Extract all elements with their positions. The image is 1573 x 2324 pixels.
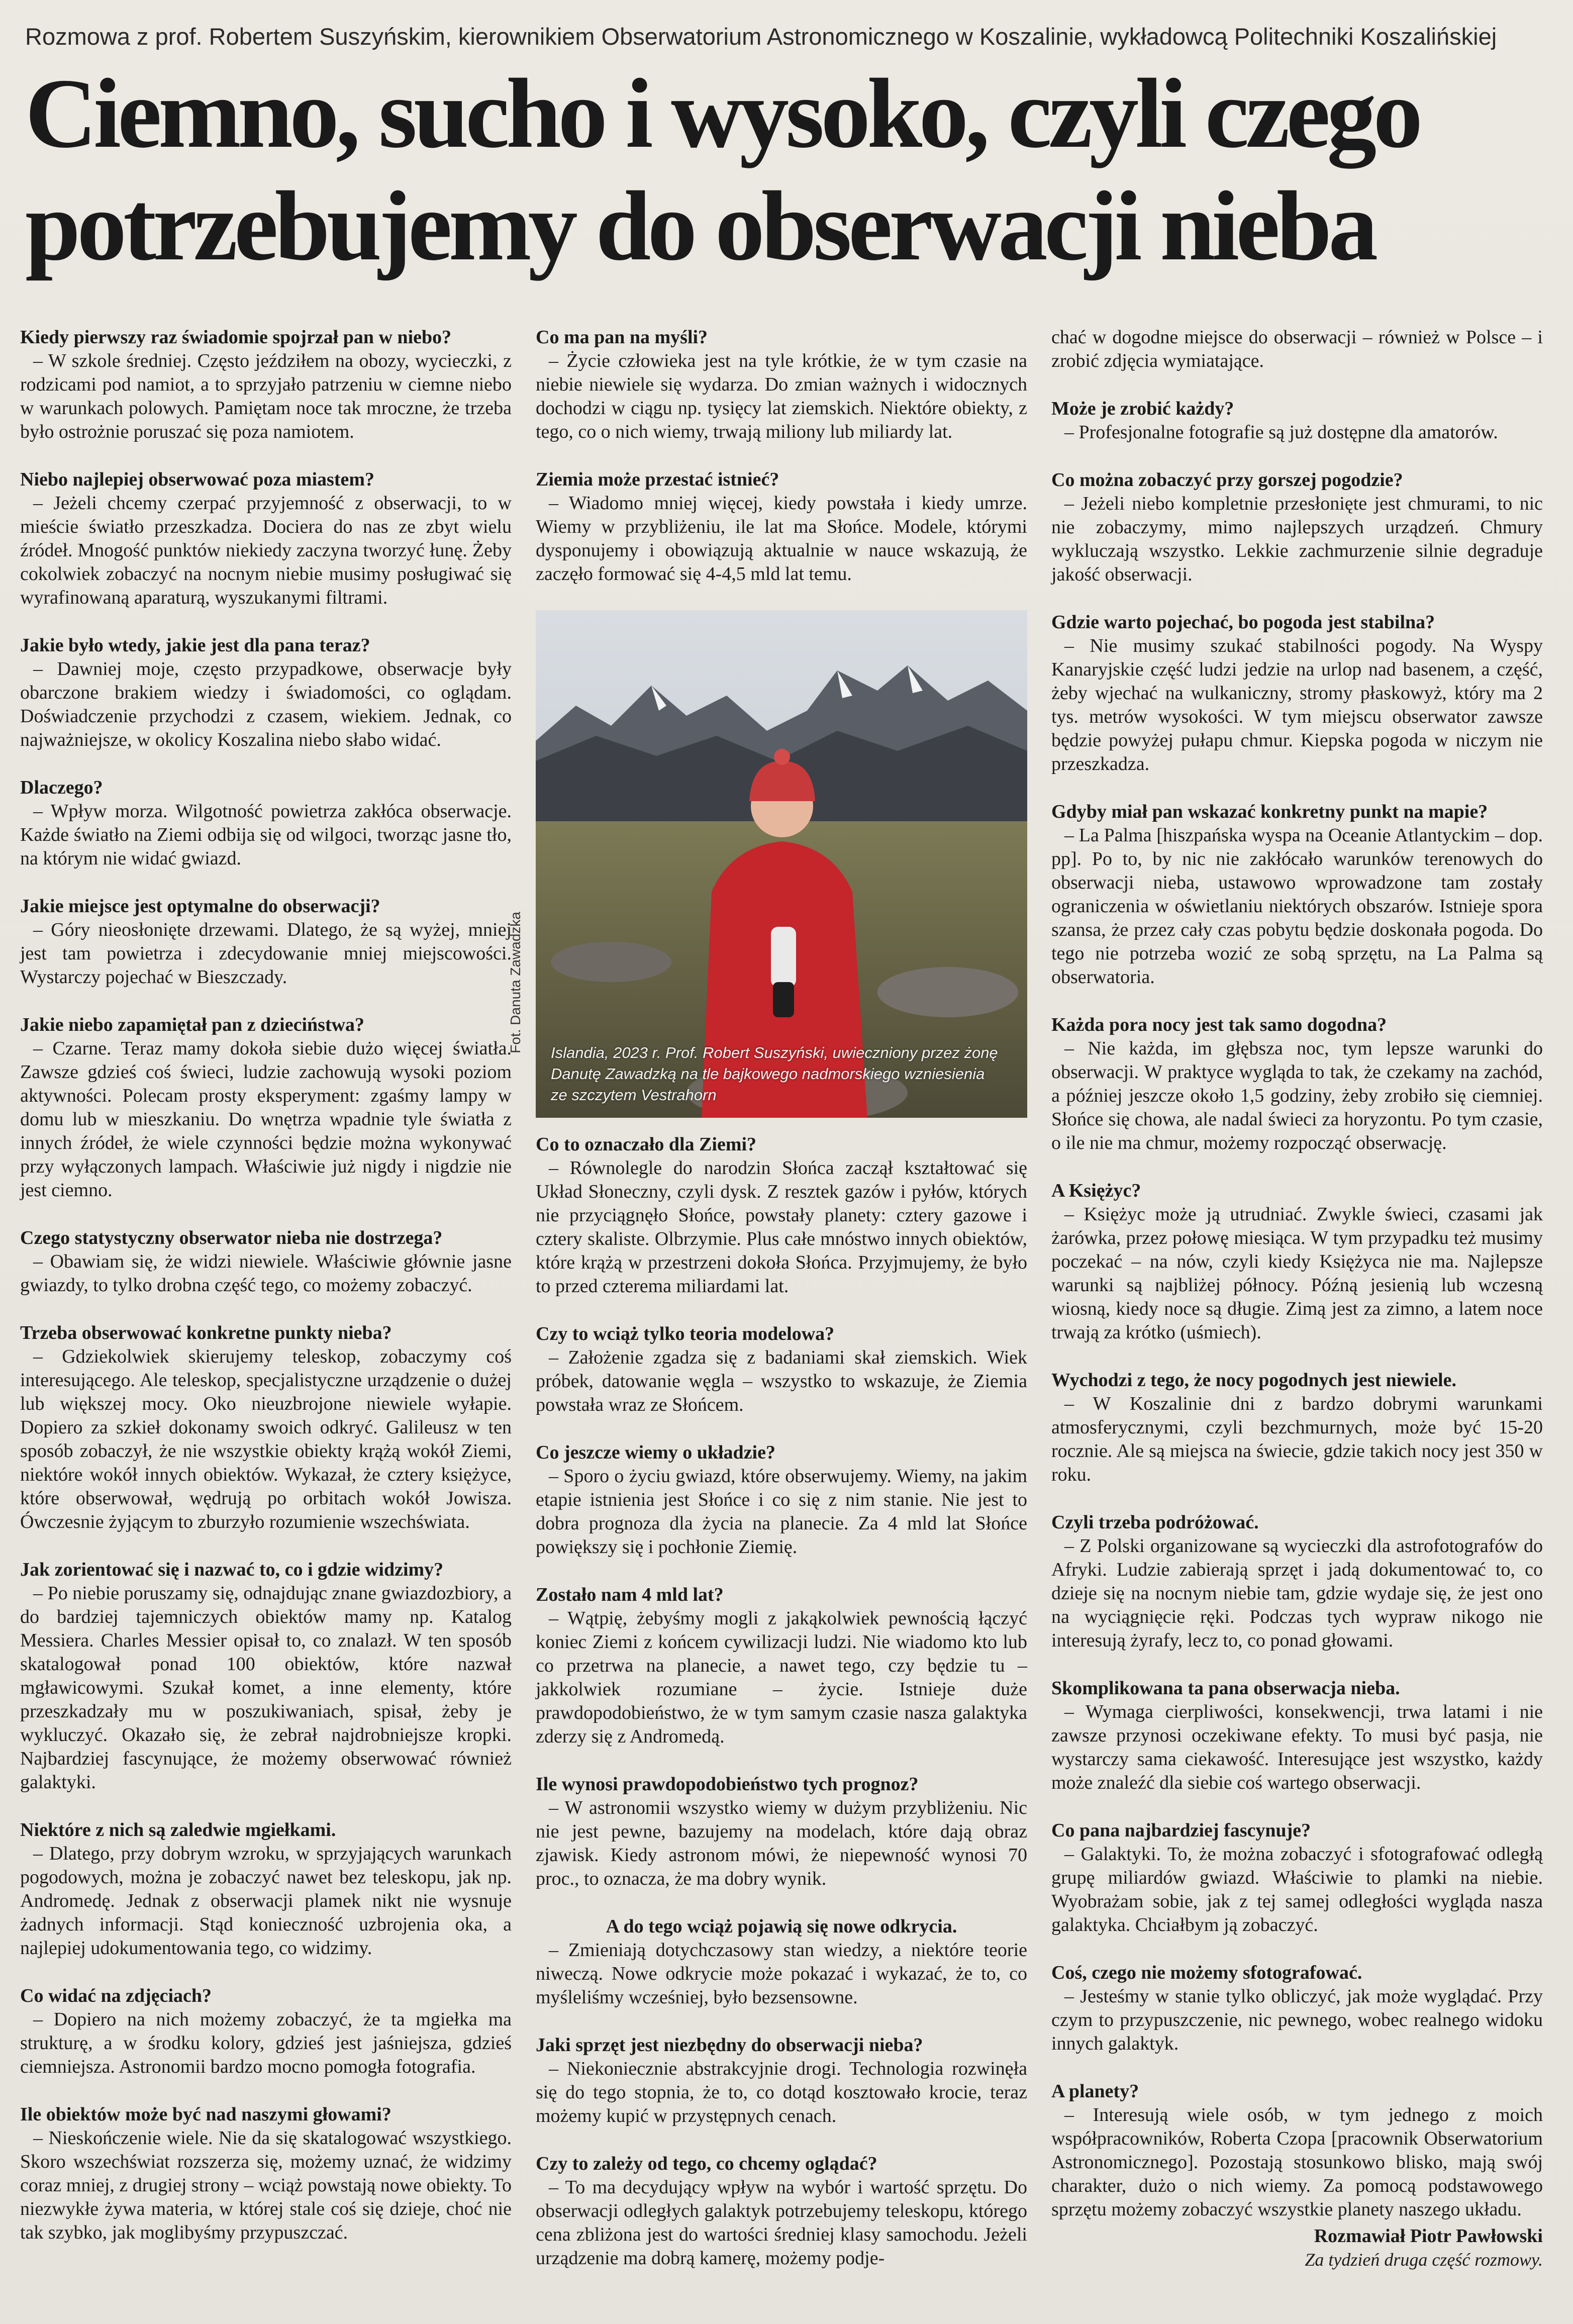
interview-answer: – La Palma [hiszpańska wyspa na Oceanie Atlantyckim – dop. pp]. Po to, by nic nie zakłócało warunków terenowych do obserwacji nieba, ustawowo wprowadzone tam zostały ograniczenia w oświetlaniu niektórych obszarów. Istnieje spora szansa, że przez cały czas pobytu będzie doskonała pogoda. Do tego nie potrzeba wozić ze sobą sprzętu, na La Palma są obserwatoria. — [1051, 825, 1543, 988]
interview-question: Jakie niebo zapamiętał pan z dzieciństwa? — [20, 1014, 365, 1035]
interview-question: Zostało nam 4 mld lat? — [536, 1584, 724, 1605]
interview-answer: – Jeżeli chcemy czerpać przyjemność z obserwacji, to w mieście światło przeszkadza. Dociera do nas ze zbyt wielu źródeł. Mnogość punktów niekiedy zaczyna tworzyć łunę. Żeby cokolwiek zobaczyć na nocnym niebie musimy posługiwać się wyrafinowaną aparaturą, wyszukanymi filtrami. — [20, 493, 512, 608]
interview-question: Ile obiektów może być nad naszymi głowami? — [20, 2104, 391, 2125]
interview-question: Co to oznaczało dla Ziemi? — [536, 1134, 757, 1155]
column-1 — [20, 326, 512, 2294]
interview-question: Trzeba obserwować konkretne punkty nieba? — [20, 1322, 392, 1343]
interview-question: A Księżyc? — [1051, 1180, 1141, 1201]
article-photo — [508, 610, 1027, 1118]
interview-question: Jakie miejsce jest optymalne do obserwacji? — [20, 896, 380, 917]
interview-question: Co ma pan na myśli? — [536, 327, 708, 348]
interview-question: Co pana najbardziej fascynuje? — [1051, 1820, 1311, 1841]
interview-question: Co jeszcze wiemy o układzie? — [536, 1442, 775, 1463]
interview-question: Niektóre z nich są zaledwie mgiełkami. — [20, 1819, 336, 1841]
interview-question: Wychodzi z tego, że nocy pogodnych jest niewiele. — [1051, 1370, 1456, 1391]
interview-question: Jak zorientować się i nazwać to, co i gdzie widzimy? — [20, 1559, 444, 1580]
interview-answer: – Życie człowieka jest na tyle krótkie, że w tym czasie na niebie niewiele się wydarza. Do zmian ważnych i widocznych dochodzi w ciągu np. tysięcy lat ziemskich. Niektóre obiekty, z tego, co o nich wiemy, trwają miliony lub miliardy lat. — [536, 350, 1027, 442]
interview-answer: – Dawniej moje, często przypadkowe, obserwacje były obarczone brakiem wiedzy i świadomości, co oglądam. Doświadczenie przychodzi z czasem, wiekiem. Jednak, co najważniejsze, w okolicy Koszalina niebo słabo widać. — [20, 658, 512, 750]
interview-answer: – Nie musimy szukać stabilności pogody. Na Wyspy Kanaryjskie część ludzi jedzie na urlop nad basenem, a część, żeby wjechać na wulkaniczny, stromy płaskowyż, który ma 2 tys. metrów wysokości. W tym miejscu obserwator zawsze będzie powyżej pułapu chmur. Kiepska pogoda w niczym nie przeszkadza. — [1051, 635, 1543, 774]
interview-answer: – Obawiam się, że widzi niewiele. Właściwie głównie jasne gwiazdy, to tylko drobna część tego, co możemy zobaczyć. — [20, 1251, 512, 1296]
interview-answer: – Dopiero na nich możemy zobaczyć, że ta mgiełka ma strukturę, a w środku kolory, gdzieś jest jaśniejsza, gdzieś ciemniejsza. Astronomii bardzo mocno pomogła fotografia. — [20, 2009, 512, 2077]
interview-question: Czy to zależy od tego, co chcemy oglądać? — [536, 2153, 877, 2174]
interview-answer: – Nieskończenie wiele. Nie da się skatalogować wszystkiego. Skoro wszechświat rozszerza się, możemy uznać, że widzimy coraz mniej, z drugiej strony – wciąż powstają nowe obiekty. To niezwykłe żywa materia, w której stale coś się dzieje, choć nie tak szybko, jak moglibyśmy przypuszczać. — [20, 2127, 512, 2243]
interview-question: Co widać na zdjęciach? — [20, 1985, 212, 2006]
interview-answer: – Wątpię, żebyśmy mogli z jakąkolwiek pewnością łączyć koniec Ziemi z końcem cywilizacji ludzi. Nie wiadomo kto lub co przetrwa na planecie, a nawet tego, czy będzie tu – jakkolwiek rozumiane – życie. Istnieje duże prawdopodobieństwo, że w tym samym czasie nasza galaktyka zderzy się z Andromedą. — [536, 1608, 1027, 1747]
author-signature: Rozmawiał Piotr Pawłowski — [1314, 2225, 1543, 2247]
interview-answer: – Wymaga cierpliwości, konsekwencji, trwa latami i nie zawsze przynosi oczekiwane efekty. To musi być pasja, nie wystarczy sama ciekawość. Interesujące jest wszystko, każdy może znaleźć dla siebie coś wartego obserwacji. — [1051, 1701, 1543, 1793]
interview-question: Jakie było wtedy, jakie jest dla pana teraz? — [20, 635, 370, 656]
interview-answer: – Wpływ morza. Wilgotność powietrza zakłóca obserwacje. Każde światło na Ziemi odbija się od wilgoci, tworząc jasne tło, na którym nie widać gwiazd. — [20, 801, 512, 869]
interview-answer: – Czarne. Teraz mamy dokoła siebie dużo więcej światła. Zawsze gdzieś coś świeci, ludzie zachowują wysoki poziom aktywności. Polecam prosty eksperyment: zgaśmy lampy w domu lub w mieszkaniu. Do wnętrza wpadnie tyle światła z innych źródeł, że wiele czynności będzie można wykonywać przy wyłączonych lampach. Właściwie już nigdy i nigdzie nie jest ciemno. — [20, 1038, 512, 1201]
interview-answer: – Po niebie poruszamy się, odnajdując znane gwiazdozbiory, a do bardziej tajemniczych obiektów mamy np. Katalog Messiera. Charles Messier opisał to, co znalazł. W ten sposób skatalogował ponad 100 obiektów, które nazwał mgławicowymi. Szukał komet, a inne elementy, które przeszkadzały mu w poszukiwaniach, spisał, żeby je wykluczyć. Okazało się, że zebrał najdrobniejsze kropki. Najbardziej fascynujące, że możemy obserwować również galaktyki. — [20, 1583, 512, 1793]
interview-answer: – Równolegle do narodzin Słońca zaczął kształtować się Układ Słoneczny, czyli dysk. Z resztek gazów i pyłów, których nie przyciągnęło Słońce, powstały planety: cztery gazowe i cztery skaliste. Olbrzymie. Plus całe mnóstwo innych obiektów, które krążą w przestrzeni dokoła Słońca. Przyjmujemy, że było to przed czterema miliardami lat. — [536, 1157, 1027, 1297]
interview-question: Jaki sprzęt jest niezbędny do obserwacji nieba? — [536, 2035, 923, 2056]
column-3 — [1051, 326, 1543, 2294]
headline-line-1: Ciemno, sucho i wysoko, czyli czego — [25, 58, 1420, 168]
interview-answer: – W Koszalinie dni z bardzo dobrymi warunkami atmosferycznymi, czyli bezchmurnych, może być 15-20 rocznie. Ale są miejsca na świecie, gdzie takich nocy jest 350 w roku. — [1051, 1393, 1543, 1485]
interview-question: Gdzie warto pojechać, bo pogoda jest stabilna? — [1051, 612, 1435, 633]
interview-answer: – Wiadomo mniej więcej, kiedy powstała i kiedy umrze. Wiemy w przybliżeniu, ile lat ma Słońce. Modele, którymi dysponujemy i obowiązują aktualnie w nauce wskazują, że zaczęło formować się 4-4,5 mld lat temu. — [536, 493, 1027, 585]
interview-answer: – Z Polski organizowane są wycieczki dla astrofotografów do Afryki. Ludzie zabierają sprzęt i jadą dokumentować to, co dzieje się na nocnym niebie tam, gdzie wydaje się, że jest ono na wyciągnięcie ręki. Podczas tych wypraw nikogo nie interesują żyrafy, lecz to, co ponad głowami. — [1051, 1535, 1543, 1651]
photo-illustration — [536, 610, 1027, 1118]
interview-question: Skomplikowana ta pana obserwacja nieba. — [1051, 1678, 1400, 1699]
interview-answer: – Niekoniecznie abstrakcyjnie drogi. Technologia rozwinęła się do tego stopnia, że to, co dotąd kosztowało krocie, teraz możemy kupić w przystępnych cenach. — [536, 2058, 1027, 2126]
interview-answer: – Jesteśmy w stanie tylko obliczyć, jak może wyglądać. Przy czym to przypuszczenie, nic pewnego, wobec realnego widoku innych galaktyk. — [1051, 1986, 1543, 2054]
interview-answer: – Zmieniają dotychczasowy stan wiedzy, a niektóre teorie niweczą. Nowe odkrycie może pokazać i wykazać, że to, co myśleliśmy wcześniej, było bezsensowne. — [536, 1940, 1027, 2008]
interview-answer: – To ma decydujący wpływ na wybór i wartość sprzętu. Do obserwacji odległych galaktyk potrzebujemy teleskopu, którego cena zbliżona jest do wartości średniej klasy samochodu. Jeżeli urządzenie ma dobrą kamerę, możemy podje- — [536, 2177, 1027, 2269]
interview-answer: – Dlatego, przy dobrym wzroku, w sprzyjających warunkach pogodowych, można je zobaczyć nawet bez teleskopu, jak np. Andromedę. Jednak z obserwacji plamek nikt nie wysnuje żadnych informacji. Stąd konieczność uzbrojenia oka, a najlepiej udokumentowania tego, co widzimy. — [20, 1843, 512, 1959]
interview-question: Kiedy pierwszy raz świadomie spojrzał pan w niebo? — [20, 327, 452, 348]
interview-question: Czyli trzeba podróżować. — [1051, 1512, 1259, 1533]
interview-question: Czego statystyczny obserwator nieba nie dostrzega? — [20, 1227, 443, 1248]
photo-credit: Fot. Danuta Zawadzka — [508, 912, 523, 1053]
interview-answer: – Interesują wiele osób, w tym jednego z moich współpracowników, Roberta Czopa [pracownik Obserwatorium Astronomicznego]. Pozostają stosunkowo blisko, mają swój charakter, dużo o nich wiemy. Za pomocą podstawowego sprzętu możemy zobaczyć wszystkie planety naszego układu. — [1051, 2104, 1543, 2220]
interview-answer: – Założenie zgadza się z badaniami skał ziemskich. Wiek próbek, datowanie węgla – wszystko to wskazuje, że Ziemia powstała wraz ze Słońcem. — [536, 1347, 1027, 1415]
interview-question: Ile wynosi prawdopodobieństwo tych prognoz? — [536, 1774, 919, 1795]
interview-answer: – Księżyc może ją utrudniać. Zwykle świeci, czasami jak żarówka, przez połowę miesiąca. W tym przypadku też musimy poczekać – na nów, czyli kiedy Księżyca nie ma. Najlepsze warunki są najbliżej północy. Późną jesienią lub wczesną wiosną, kiedy noce są długie. Zimą jest za zimno, a latem noce trwają za krótko (uśmiech). — [1051, 1204, 1543, 1343]
interview-answer: – Gdziekolwiek skierujemy teleskop, zobaczymy coś interesującego. Ale teleskop, specjalistyczne urządzenie o dużej lub większej mocy. Oko nieuzbrojone niewiele wyłapie. Dopiero za szkieł dokonamy swoich odkryć. Galileusz w ten sposób zobaczył, że nie wszystkie obiekty krążą wokół Ziemi, niektóre wokół innych obiektów. Wykazał, że cztery księżyce, które obserwował, wędrują po orbitach wokół Jowisza. Ówczesnie żyjącym to zburzyło rozumienie wszechświata. — [20, 1346, 512, 1532]
interview-question: A planety? — [1051, 2081, 1139, 2102]
interview-answer: – Nie każda, im głębsza noc, tym lepsze warunki do obserwacji. W praktyce wygląda to tak, że czekamy na zachód, a później jeszcze około 1,5 godziny, żeby zrobiło się ciemniej. Słońce się chowa, ale nadal świeci za horyzontu. Po tym czasie, o ile nie ma chmur, możemy rozpocząć obserwację. — [1051, 1038, 1543, 1153]
interview-question: Co można zobaczyć przy gorszej pogodzie? — [1051, 469, 1403, 491]
interview-question: Każda pora nocy jest tak samo dogodna? — [1051, 1014, 1387, 1035]
interview-answer: – Galaktyki. To, że można zobaczyć i sfotografować odległą grupę miliardów gwiazd. Właściwie to plamki na niebie. Wyobrażam sobie, jak z tej samej odległości wygląda nasza galaktyka. Chciałbym ją zobaczyć. — [1051, 1844, 1543, 1935]
interview-answer: – W szkole średniej. Często jeździłem na obozy, wycieczki, z rodzicami pod namiot, a to sprzyjało patrzeniu w ciemne niebo w warunkach polowych. Pamiętam noce tak mroczne, że trzeba było ostrożnie poruszać się poza namiotem. — [20, 350, 512, 442]
interview-question: Coś, czego nie możemy sfotografować. — [1051, 1962, 1362, 1983]
photo-caption: Islandia, 2023 r. Prof. Robert Suszyński, uwieczniony przez żonę Danutę Zawadzką na tle bajkowego nadmorskiego wzniesienia ze szczytem Vestrahorn — [551, 1044, 998, 1104]
kicker: Rozmowa z prof. Robertem Suszyńskim, kierownikiem Obserwatorium Astronomicznego w Koszalinie, wykładowcą Politechniki Koszalińskiej — [25, 23, 1497, 50]
interview-question: Niebo najlepiej obserwować poza miastem? — [20, 469, 375, 490]
interview-question: A do tego wciąż pojawią się nowe odkrycia. — [606, 1916, 957, 1937]
interview-answer: – Profesjonalne fotografie są już dostępne dla amatorów. — [1064, 422, 1498, 443]
interview-answer: – Jeżeli niebo kompletnie przesłonięte jest chmurami, to nic nie zobaczymy, mimo najlepszych urządzeń. Chmury wykluczają wszystko. Lekkie zachmurzenie silnie degraduje jakość obserwacji. — [1051, 493, 1543, 585]
interview-question: Czy to wciąż tylko teoria modelowa? — [536, 1323, 835, 1344]
interview-answer: – Sporo o życiu gwiazd, które obserwujemy. Wiemy, na jakim etapie istnienia jest Słońce i co się z nim stanie. Nie jest to dobra prognoza dla życia na planecie. Za 4 mld lat Słońce powiększy się i pochłonie Ziemię. — [536, 1466, 1027, 1558]
interview-question: Ziemia może przestać istnieć? — [536, 469, 779, 490]
interview-answer: chać w dogodne miejsce do obserwacji – również w Polsce – i zrobić zdjęcia wymiatające. — [1051, 327, 1543, 371]
continuation-note: Za tydzień druga część rozmowy. — [1305, 2250, 1543, 2270]
headline-line-2: potrzebujemy do obserwacji nieba — [25, 171, 1375, 281]
interview-question: Gdyby miał pan wskazać konkretny punkt na mapie? — [1051, 801, 1488, 822]
headline — [25, 53, 1543, 282]
article-columns — [20, 326, 1543, 2294]
column-2 — [508, 326, 1027, 2294]
interview-question: Dlaczego? — [20, 777, 103, 798]
interview-answer: – Góry nieosłonięte drzewami. Dlatego, że są wyżej, mniej jest tam powietrza i zdecydowanie mniej miejscowości. Wystarczy pojechać w Bieszczady. — [20, 919, 512, 988]
interview-answer: – W astronomii wszystko wiemy w dużym przybliżeniu. Nic nie jest pewne, bazujemy na modelach, które dają obraz zjawisk. Kiedy astronom mówi, że niepewność wynosi 70 proc., to oznacza, że ma dobry wynik. — [536, 1797, 1027, 1889]
interview-question: Może je zrobić każdy? — [1051, 398, 1234, 419]
